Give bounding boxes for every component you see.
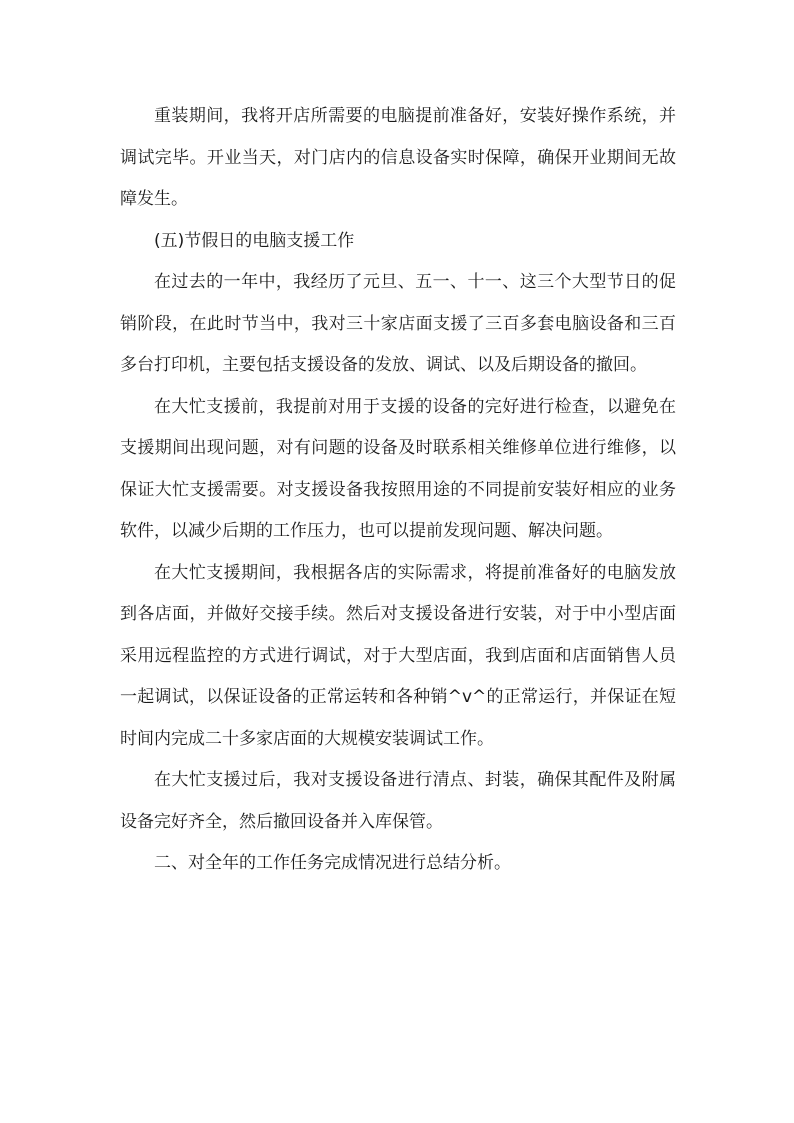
paragraph-before-support: 在大忙支援前，我提前对用于支援的设备的完好进行检查，以避免在支援期间出现问题，对有问题的设备及时联系相关维修单位进行维修，以保证大忙支援需要。对支援设备我按照用途的不同提前安装好相应的业务软件，以减少后期的工作压力，也可以提前发现问题、解决问题。 <box>120 396 676 541</box>
document-page <box>120 96 676 885</box>
paragraph-holiday-overview: 在过去的一年中，我经历了元旦、五一、十一、这三个大型节日的促销阶段，在此时节当中，我对三十家店面支援了三百多套电脑设备和三百多台打印机，主要包括支援设备的发放、调试、以及后期设备的撤回。 <box>120 272 676 375</box>
paragraph-setup-period: 重装期间，我将开店所需要的电脑提前准备好，安装好操作系统，并调试完毕。开业当天，对门店内的信息设备实时保障，确保开业期间无故障发生。 <box>120 106 676 209</box>
section-heading-annual-summary: 二、对全年的工作任务完成情况进行总结分析。 <box>154 853 511 873</box>
paragraph-after-support: 在大忙支援过后，我对支援设备进行清点、封装，确保其配件及附属设备完好齐全，然后撤回设备并入库保管。 <box>120 770 676 832</box>
paragraph-during-support: 在大忙支援期间，我根据各店的实际需求，将提前准备好的电脑发放到各店面，并做好交接手续。然后对支援设备进行安装，对于中小型店面采用远程监控的方式进行调试，对于大型店面，我到店面和店面销售人员一起调试，以保证设备的正常运转和各种销^v^的正常运行，并保证在短时间内完成二十多家店面的大规模安装调试工作。 <box>120 562 676 749</box>
section-heading-holiday-support: (五)节假日的电脑支援工作 <box>154 230 355 251</box>
